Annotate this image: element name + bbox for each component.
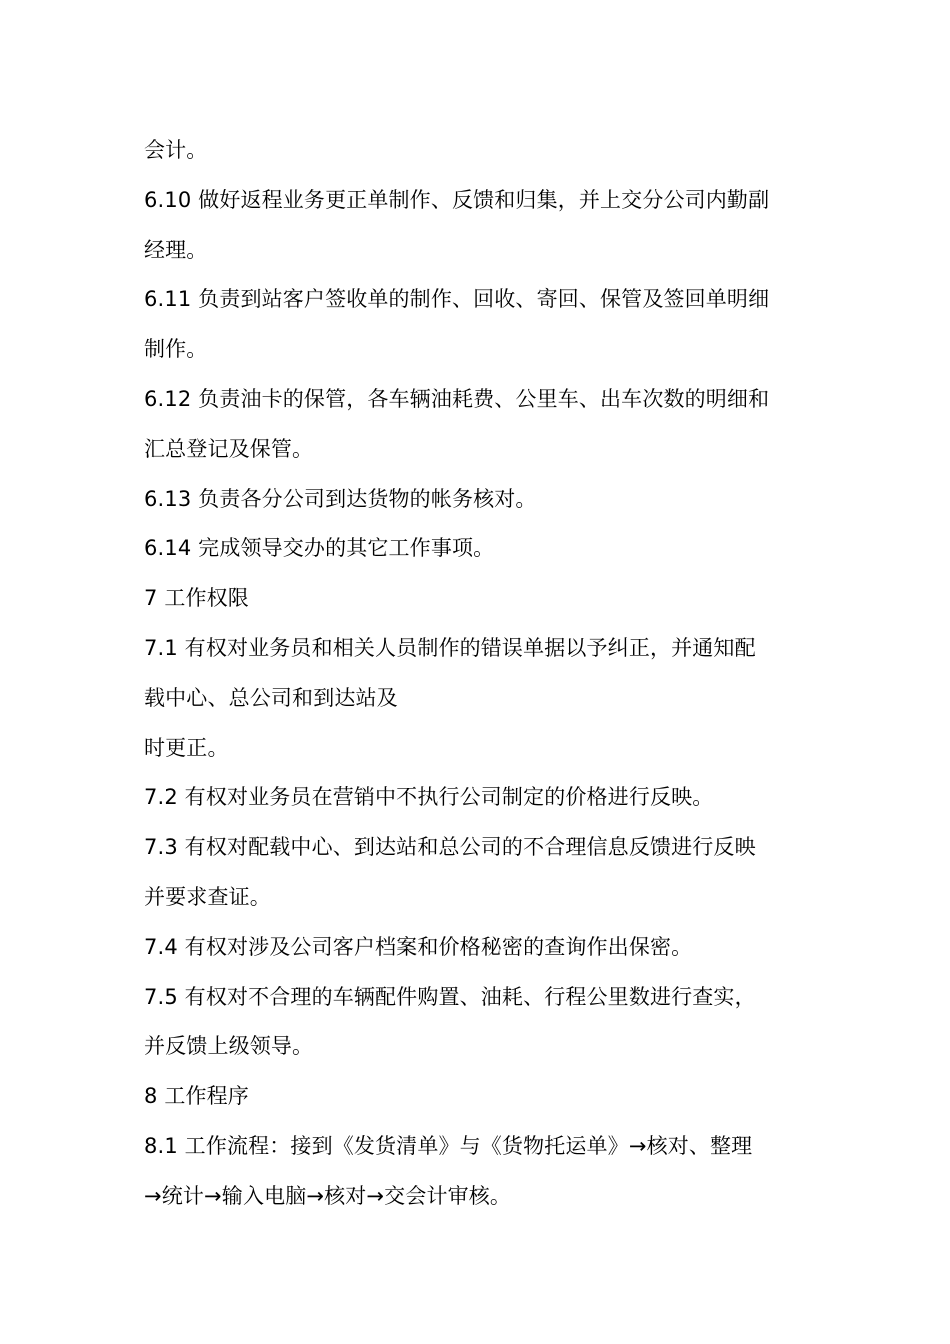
- text-line: 7.4 有权对涉及公司客户档案和价格秘密的查询作出保密。: [144, 934, 693, 959]
- section-heading: 8 工作程序: [144, 1084, 249, 1109]
- text-line: 并要求查证。: [144, 884, 271, 909]
- text-line: 时更正。: [144, 735, 229, 760]
- text-line: 载中心、总公司和到达站及: [144, 685, 398, 710]
- text-line: 6.10 做好返程业务更正单制作、反馈和归集，并上交分公司内勤副: [144, 187, 770, 212]
- text-line: 7.5 有权对不合理的车辆配件购置、油耗、行程公里数进行查实，: [144, 984, 756, 1009]
- text-line: 汇总登记及保管。: [144, 436, 314, 461]
- text-line: 6.14 完成领导交办的其它工作事项。: [144, 536, 495, 561]
- text-line: 6.13 负责各分公司到达货物的帐务核对。: [144, 486, 537, 511]
- text-line: 经理。: [144, 237, 208, 262]
- text-line: 7.1 有权对业务员和相关人员制作的错误单据以予纠正，并通知配: [144, 635, 756, 660]
- text-line: 制作。: [144, 337, 208, 362]
- text-line: 并反馈上级领导。: [144, 1034, 314, 1059]
- document-body: [144, 126, 808, 1222]
- text-line: 7.2 有权对业务员在营销中不执行公司制定的价格进行反映。: [144, 785, 714, 810]
- text-line: →统计→输入电脑→核对→交会计审核。: [144, 1183, 512, 1208]
- text-line: 8.1 工作流程：接到《发货清单》与《货物托运单》→核对、整理: [144, 1133, 753, 1158]
- text-line: 会计。: [144, 138, 208, 162]
- text-line: 7.3 有权对配载中心、到达站和总公司的不合理信息反馈进行反映: [144, 835, 756, 860]
- text-line: 6.12 负责油卡的保管，各车辆油耗费、公里车、出车次数的明细和: [144, 386, 770, 411]
- section-heading: 7 工作权限: [144, 586, 249, 611]
- text-line: 6.11 负责到站客户签收单的制作、回收、寄回、保管及签回单明细: [144, 287, 770, 312]
